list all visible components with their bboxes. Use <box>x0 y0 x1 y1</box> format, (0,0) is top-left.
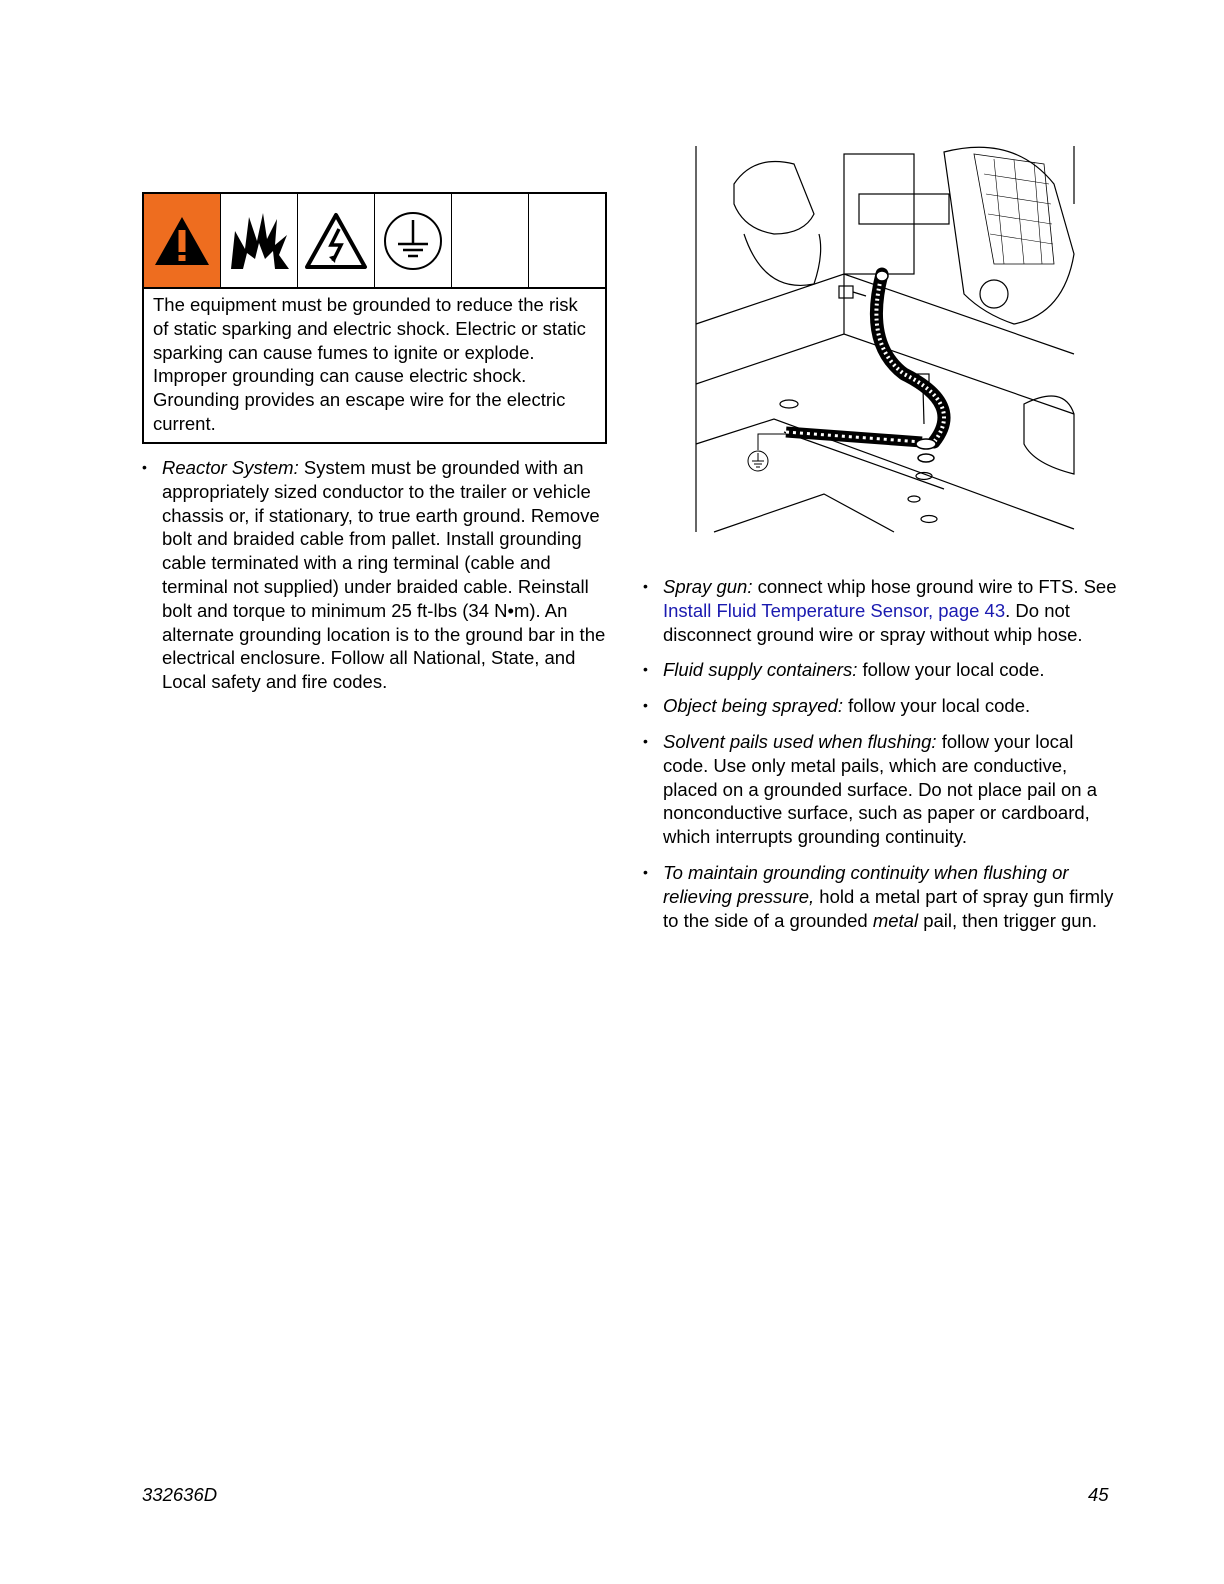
item-lead: Solvent pails used when flushing: <box>663 730 937 752</box>
item-text: follow your local code. Use only metal pails, which are conductive, placed on a grounded surface. Do not place pail on a nonconductive surface, such as paper or cardboard, which interrupts grounding continuity. <box>663 730 1098 848</box>
warning-triangle-cell <box>144 194 221 287</box>
warning-box <box>142 192 607 444</box>
item-lead: To maintain grounding continuity when flushing or relieving pressure, <box>663 861 1069 907</box>
footer-page-number: 45 <box>1088 1484 1109 1505</box>
explosion-icon <box>227 209 291 273</box>
list-item-solvent-pails <box>643 730 1118 849</box>
list-item-spray-gun <box>643 575 1118 646</box>
grounding-cable-illustration <box>694 144 1078 536</box>
warning-icon-row <box>144 194 605 289</box>
empty-icon-cell <box>529 194 605 287</box>
right-column <box>643 575 1118 944</box>
item-lead: Object being sprayed: <box>663 695 843 717</box>
list-item-object-sprayed <box>643 694 1118 718</box>
item-lead: Spray gun: <box>663 576 753 597</box>
explosion-cell <box>221 194 298 287</box>
warning-triangle-icon <box>152 214 212 268</box>
item-text: follow your local code. <box>857 659 1045 681</box>
item-lead: Fluid supply containers: <box>663 659 858 681</box>
ground-symbol-icon <box>382 210 444 272</box>
empty-icon-cell <box>452 194 529 287</box>
item-text: System must be grounded with an appropriately sized conductor to the trailer or vehicle chassis or, if stationary, to true earth ground. Remove bolt and braided cable from pallet. Install grounding cable terminated with a ring terminal (cable and terminal not supplied) under braided cable. Reinstall bolt and torque to minimum 25 ft-lbs (34 N•m). An alternate grounding location is to the ground bar in the electrical enclosure. Follow all National, State, and Local safety and fire codes. <box>162 457 606 693</box>
list-item-reactor-system <box>142 456 612 694</box>
electric-shock-icon <box>303 211 369 271</box>
item-lead: Reactor System: <box>162 457 299 478</box>
item-text: . Do not disconnect ground wire or spray without whip hose. <box>663 599 1083 645</box>
ground-symbol-cell <box>375 194 452 287</box>
list-item-grounding-continuity <box>643 861 1118 932</box>
warning-text: The equipment must be grounded to reduce the risk of static sparking and electric shock. Electric or static sparking can cause fumes to ignite or explode. Improper grounding can cause electric shock. Grounding provides an escape wire for the electric current. <box>153 294 586 434</box>
item-text: pail, then trigger gun. <box>918 909 1098 931</box>
install-fts-link[interactable]: Install Fluid Temperature Sensor, page 43 <box>663 599 1006 621</box>
item-text: connect whip hose ground wire to FTS. See <box>752 576 1117 597</box>
item-emphasis: metal <box>872 909 919 931</box>
footer-doc-number: 332636D <box>142 1484 218 1505</box>
left-column <box>142 456 612 706</box>
item-text: hold a metal part of spray gun firmly to the side of a grounded <box>663 885 1114 931</box>
item-text: follow your local code. <box>842 695 1031 717</box>
electric-shock-cell <box>298 194 375 287</box>
list-item-fluid-supply <box>643 658 1118 682</box>
